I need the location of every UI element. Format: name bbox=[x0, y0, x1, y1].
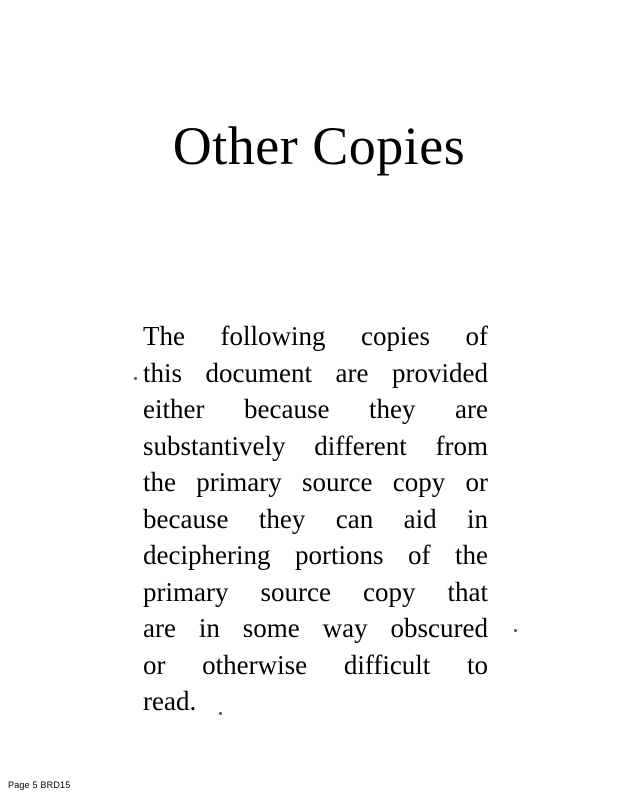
body-line: because they can aid in bbox=[143, 503, 488, 534]
body-line: are in some way obscured bbox=[143, 613, 488, 643]
body-line: substantively different from bbox=[143, 430, 488, 461]
body-line: read. bbox=[143, 686, 197, 716]
scan-speck bbox=[219, 712, 222, 715]
body-line: this document are provided bbox=[143, 357, 488, 388]
scan-speck bbox=[134, 377, 137, 380]
page-title: Other Copies bbox=[172, 116, 466, 176]
page-footer: Page 5 BRD15 bbox=[8, 780, 71, 790]
body-line: either because they are bbox=[143, 394, 488, 424]
body-line: deciphering portions of the bbox=[143, 540, 488, 570]
body-line: the primary source copy or bbox=[143, 467, 488, 497]
body-line: primary source copy that bbox=[143, 576, 488, 607]
scan-speck bbox=[514, 629, 517, 632]
body-line: The following copies of bbox=[143, 321, 488, 351]
body-paragraph bbox=[143, 318, 488, 720]
body-line: or otherwise difficult to bbox=[143, 649, 488, 680]
